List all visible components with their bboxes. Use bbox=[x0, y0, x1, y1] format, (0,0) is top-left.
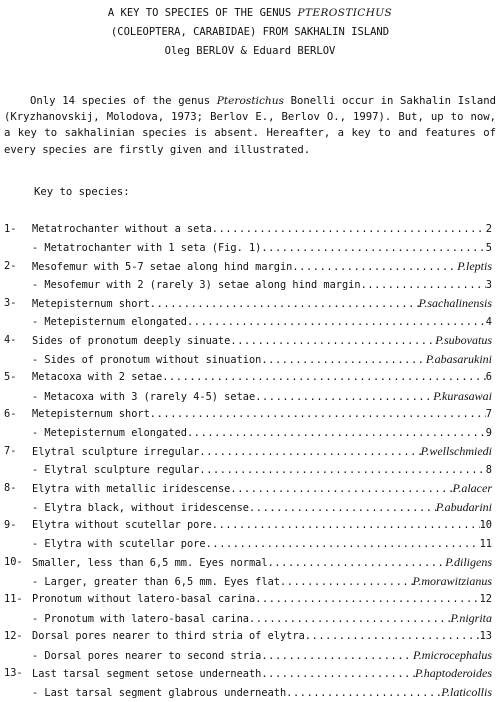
authors: Oleg BERLOV & Eduard BERLOV bbox=[0, 42, 500, 61]
couplet-line bbox=[32, 350, 492, 370]
couplet-description: - Dorsal pores nearer to second stria bbox=[32, 647, 261, 666]
couplet-description: Metepisternum short bbox=[32, 295, 150, 314]
couplet-number: 3- bbox=[4, 294, 32, 313]
leader-dots bbox=[261, 665, 415, 684]
couplet-number: 11- bbox=[4, 590, 32, 609]
couplet-description: Metatrochanter without a seta bbox=[32, 220, 212, 239]
couplet-number: 6- bbox=[4, 405, 32, 424]
leader-dots bbox=[261, 351, 426, 370]
couplet-description: Elytra without scutellar pore bbox=[32, 516, 212, 535]
couplet-line bbox=[32, 535, 492, 554]
species-name: P.laticollis bbox=[441, 683, 492, 702]
couplet-line bbox=[32, 257, 492, 277]
couplet-target-number: 5 bbox=[486, 239, 492, 258]
couplet-line bbox=[32, 664, 492, 684]
couplet-description: - Larger, greater than 6,5 mm. Eyes flat bbox=[32, 573, 280, 592]
leader-dots bbox=[292, 258, 457, 277]
leader-dots bbox=[261, 647, 413, 666]
couplet-line bbox=[32, 424, 492, 443]
intro-paragraph bbox=[4, 93, 496, 158]
key-couplet bbox=[4, 516, 492, 535]
leader-dots bbox=[230, 332, 435, 351]
couplet-description: Elytral sculpture irregular bbox=[32, 443, 199, 462]
leader-dots bbox=[280, 573, 413, 592]
couplet-line bbox=[32, 553, 492, 573]
key-couplet bbox=[4, 683, 492, 702]
key-couplet bbox=[4, 553, 492, 572]
couplet-description: Mesofemur with 5-7 setae along hind margin bbox=[32, 258, 292, 277]
couplet-target-number: 6 bbox=[486, 368, 492, 387]
couplet-line bbox=[32, 572, 492, 592]
couplet-description: Metacoxa with 2 setae bbox=[32, 368, 162, 387]
key-list bbox=[4, 220, 492, 701]
couplet-number: 12- bbox=[4, 627, 32, 646]
couplet-line bbox=[32, 405, 492, 424]
key-couplet bbox=[4, 239, 492, 258]
leader-dots bbox=[305, 627, 480, 646]
leader-dots bbox=[255, 388, 433, 407]
couplet-number: 9- bbox=[4, 516, 32, 535]
key-couplet bbox=[4, 350, 492, 369]
title-line-1 bbox=[0, 4, 500, 23]
key-couplet bbox=[4, 220, 492, 239]
couplet-target-number: 9 bbox=[486, 424, 492, 443]
couplet-description: - Metatrochanter with 1 seta (Fig. 1) bbox=[32, 239, 261, 258]
couplet-line bbox=[32, 683, 492, 702]
couplet-line bbox=[32, 516, 492, 535]
species-name: P.alacer bbox=[453, 479, 492, 498]
couplet-description: Metepisternum short bbox=[32, 405, 150, 424]
leader-dots bbox=[150, 405, 486, 424]
leader-dots bbox=[199, 443, 420, 462]
species-name: P.abudarini bbox=[436, 498, 492, 517]
key-couplet bbox=[4, 331, 492, 350]
leader-dots bbox=[230, 480, 452, 499]
key-couplet bbox=[4, 368, 492, 387]
key-couplet bbox=[4, 627, 492, 646]
intro-part-2: Bonelli occur in Sakhalin Island (Kryzhanovskij, Molodova, 1973; Berlov E., Berlov O., 1997). But, up to now, a key to sakhalinian species is absent. Hereafter, a key to and features of every species are firstly given and illustrated. bbox=[4, 95, 496, 156]
couplet-description: Pronotum without latero-basal carina bbox=[32, 590, 255, 609]
couplet-line bbox=[32, 387, 492, 407]
couplet-target-number: 4 bbox=[486, 313, 492, 332]
couplet-line bbox=[32, 239, 492, 258]
key-couplet bbox=[4, 572, 492, 591]
couplet-description: - Mesofemur with 2 (rarely 3) setae along hind margin bbox=[32, 276, 361, 295]
key-couplet bbox=[4, 442, 492, 461]
species-name: P.wellschmiedi bbox=[421, 442, 492, 461]
key-couplet bbox=[4, 646, 492, 665]
leader-dots bbox=[249, 610, 451, 629]
leader-dots bbox=[162, 368, 486, 387]
couplet-target-number: 12 bbox=[480, 590, 492, 609]
leader-dots bbox=[268, 554, 446, 573]
intro-genus: Pterostichus bbox=[217, 95, 284, 107]
leader-dots bbox=[187, 313, 486, 332]
couplet-line bbox=[32, 627, 492, 646]
key-couplet bbox=[4, 461, 492, 480]
couplet-description: Dorsal pores nearer to third stria of elytra bbox=[32, 627, 305, 646]
couplet-description: Elytra with metallic iridescense bbox=[32, 480, 230, 499]
species-name: P.leptis bbox=[457, 257, 492, 276]
leader-dots bbox=[212, 516, 480, 535]
couplet-target-number: 7 bbox=[486, 405, 492, 424]
couplet-description: - Last tarsal segment glabrous underneath bbox=[32, 684, 286, 702]
key-couplet bbox=[4, 257, 492, 276]
key-couplet bbox=[4, 479, 492, 498]
couplet-line bbox=[32, 461, 492, 480]
couplet-target-number: 2 bbox=[486, 220, 492, 239]
leader-dots bbox=[150, 295, 419, 314]
leader-dots bbox=[255, 590, 479, 609]
key-couplet bbox=[4, 424, 492, 443]
key-couplet bbox=[4, 405, 492, 424]
species-name: P.microcephalus bbox=[413, 646, 492, 665]
couplet-description: - Elytral sculpture regular bbox=[32, 461, 199, 480]
couplet-description: Last tarsal segment setose underneath bbox=[32, 665, 261, 684]
couplet-target-number: 8 bbox=[486, 461, 492, 480]
couplet-target-number: 11 bbox=[480, 535, 492, 554]
leader-dots bbox=[206, 535, 480, 554]
title-block bbox=[0, 4, 500, 61]
couplet-line bbox=[32, 479, 492, 499]
species-name: P.diligens bbox=[445, 553, 492, 572]
key-couplet bbox=[4, 535, 492, 554]
couplet-number: 4- bbox=[4, 331, 32, 350]
couplet-description: - Metacoxa with 3 (rarely 4-5) setae bbox=[32, 388, 255, 407]
couplet-number: 13- bbox=[4, 664, 32, 683]
species-name: P.subovatus bbox=[435, 331, 492, 350]
leader-dots bbox=[187, 424, 486, 443]
couplet-number: 5- bbox=[4, 368, 32, 387]
species-name: P.sachalinensis bbox=[419, 294, 492, 313]
couplet-target-number: 13 bbox=[480, 627, 492, 646]
species-name: P.nigrita bbox=[451, 609, 492, 628]
leader-dots bbox=[249, 499, 436, 518]
couplet-number: 7- bbox=[4, 442, 32, 461]
leader-dots bbox=[361, 276, 486, 295]
couplet-number: 2- bbox=[4, 257, 32, 276]
couplet-line bbox=[32, 442, 492, 462]
couplet-description: Sides of pronotum deeply sinuate bbox=[32, 332, 230, 351]
couplet-line bbox=[32, 276, 492, 295]
couplet-line bbox=[32, 331, 492, 351]
species-name: P.abasarukini bbox=[426, 350, 492, 369]
key-couplet bbox=[4, 590, 492, 609]
couplet-line bbox=[32, 313, 492, 332]
key-couplet bbox=[4, 609, 492, 628]
couplet-description: - Pronotum with latero-basal carina bbox=[32, 610, 249, 629]
couplet-description: - Elytra black, without iridescense bbox=[32, 499, 249, 518]
key-couplet bbox=[4, 498, 492, 517]
couplet-line bbox=[32, 220, 492, 239]
key-couplet bbox=[4, 387, 492, 406]
leader-dots bbox=[261, 239, 485, 258]
couplet-description: - Sides of pronotum without sinuation bbox=[32, 351, 261, 370]
species-name: P.haptoderoides bbox=[415, 664, 492, 683]
couplet-target-number: 10 bbox=[480, 516, 492, 535]
couplet-number: 10- bbox=[4, 553, 32, 572]
key-couplet bbox=[4, 294, 492, 313]
key-heading: Key to species: bbox=[34, 186, 130, 198]
title-prefix: A KEY TO SPECIES OF THE GENUS bbox=[108, 7, 291, 19]
species-name: P.kurasawai bbox=[433, 387, 492, 406]
couplet-line bbox=[32, 590, 492, 609]
couplet-line bbox=[32, 646, 492, 666]
couplet-number: 1- bbox=[4, 220, 32, 239]
couplet-target-number: 3 bbox=[486, 276, 492, 295]
key-couplet bbox=[4, 276, 492, 295]
leader-dots bbox=[212, 220, 486, 239]
couplet-line bbox=[32, 609, 492, 629]
title-line-2: (COLEOPTERA, CARABIDAE) FROM SAKHALIN ISLAND bbox=[0, 23, 500, 42]
couplet-line bbox=[32, 368, 492, 387]
couplet-description: - Metepisternum elongated bbox=[32, 424, 187, 443]
title-genus: PTEROSTICHUS bbox=[298, 7, 393, 19]
key-couplet bbox=[4, 664, 492, 683]
couplet-description: - Elytra with scutellar pore bbox=[32, 535, 206, 554]
couplet-line bbox=[32, 294, 492, 314]
couplet-description: - Metepisternum elongated bbox=[32, 313, 187, 332]
couplet-description: Smaller, less than 6,5 mm. Eyes normal bbox=[32, 554, 268, 573]
key-couplet bbox=[4, 313, 492, 332]
leader-dots bbox=[286, 684, 441, 702]
couplet-line bbox=[32, 498, 492, 518]
couplet-number: 8- bbox=[4, 479, 32, 498]
intro-part-1: Only 14 species of the genus bbox=[30, 95, 210, 107]
leader-dots bbox=[199, 461, 485, 480]
species-name: P.morawitzianus bbox=[413, 572, 492, 591]
